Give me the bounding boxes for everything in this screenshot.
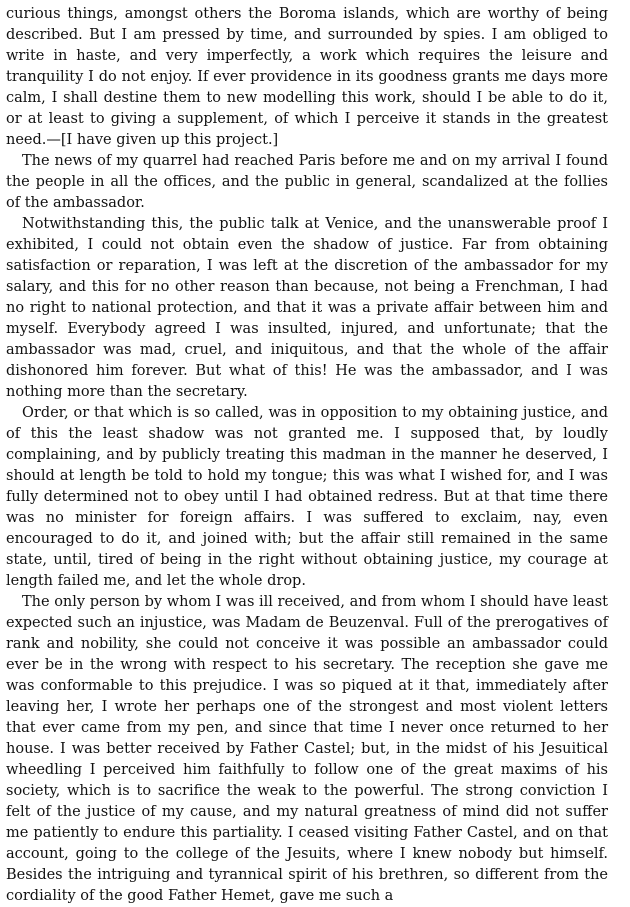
paragraph-order: Order, or that which is so called, was in opposition to my obtaining justice, and of this the least shadow was not granted me. I supposed that, by loudly complaining, and by publicly treating this madman in the manner he deserved, I should at length be told to hold my tongue; this was what I wished for, and I was fully determined not to obey until I had obtained redress. But at that time there was no minister for foreign affairs. I was suffered to exclaim, nay, even encouraged to do it, and joined with; but the affair still remained in the same state, until, tired of being in the right without obtaining justice, my courage at length failed me, and let the whole drop. (6, 405, 608, 589)
paragraph-notwithstanding: Notwithstanding this, the public talk at Venice, and the unanswerable proof I exhibited, I could not obtain even the shadow of justice. Far from obtaining satisfaction or reparation, I was left at the discretion of the ambassador for my salary, and this for no other reason than because, not being a Frenchman, I had no right to national protection, and that it was a private affair between him and myself. Everybody agreed I was insulted, injured, and unfortunate; that the ambassador was mad, cruel, and iniquitous, and that the whole of the affair dishonored him forever. But what of this! He was the ambassador, and I was nothing more than the secretary. (6, 216, 608, 400)
paragraph-news-paris: The news of my quarrel had reached Paris before me and on my arrival I found the people in all the offices, and the public in general, scandalized at the follies of the ambassador. (6, 153, 608, 211)
paragraph-continued: curious things, amongst others the Boroma islands, which are worthy of being described. But I am pressed by time, and surrounded by spies. I am obliged to write in haste, and very imperfectly, a work which requires the leisure and tranquility I do not enjoy. If ever providence in its goodness grants me days more calm, I shall destine them to new modelling this work, should I be able to do it, or at least to giving a supplement, of which I perceive it stands in the greatest need.—[I have given up this project.] (6, 6, 608, 148)
paragraph-madam-beuzenval: The only person by whom I was ill received, and from whom I should have least expected such an injustice, was Madam de Beuzenval. Full of the prerogatives of rank and nobility, she could not conceive it was possible an ambassador could ever be in the wrong with respect to his secretary. The reception she gave me was conformable to this prejudice. I was so piqued at it that, immediately after leaving her, I wrote her perhaps one of the strongest and most violent letters that ever came from my pen, and since that time I never once returned to her house. I was better received by Father Castel; but, in the midst of his Jesuitical wheedling I perceived him faithfully to follow one of the great maxims of his society, which is to sacrifice the weak to the powerful. The strong conviction I felt of the justice of my cause, and my natural greatness of mind did not suffer me patiently to endure this partiality. I ceased visiting Father Castel, and on that account, going to the college of the Jesuits, where I knew nobody but himself. Besides the intriguing and tyrannical spirit of his brethren, so different from the cordiality of the good Father Hemet, gave me such a (6, 594, 608, 904)
